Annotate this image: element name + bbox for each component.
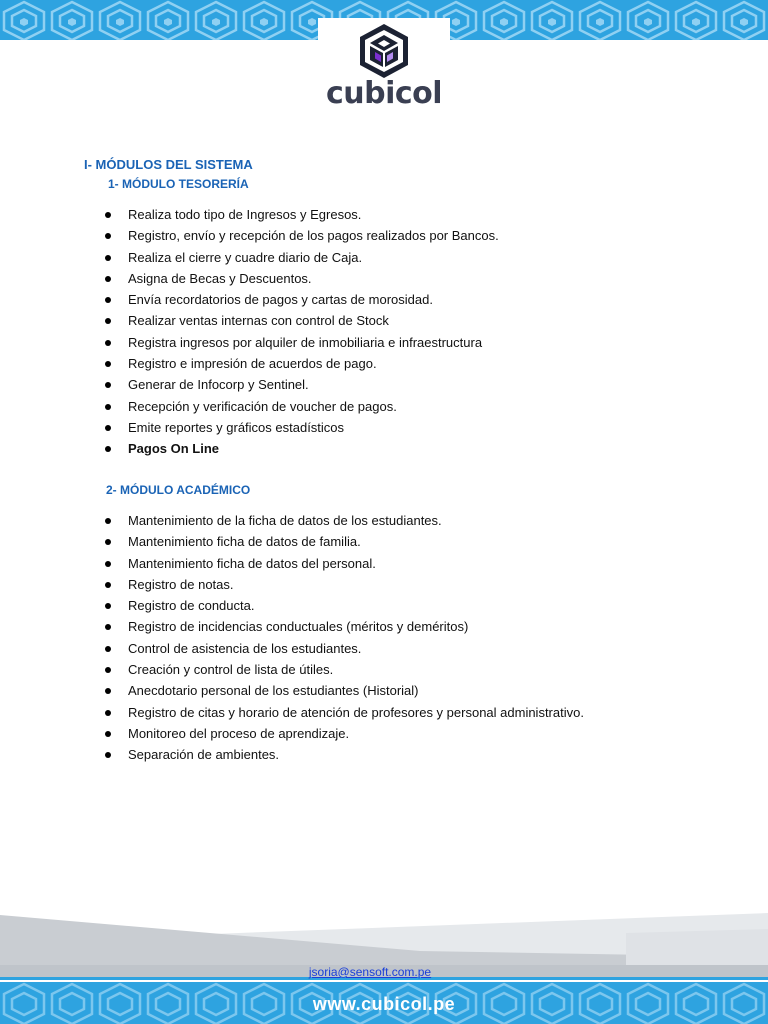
bullet-icon <box>105 340 111 346</box>
list-item-text: Registro e impresión de acuerdos de pago. <box>128 356 377 372</box>
bullet-icon <box>105 518 111 524</box>
bullet-icon <box>105 710 111 716</box>
list-item-text: Creación y control de lista de útiles. <box>128 662 334 678</box>
bullet-icon <box>105 603 111 609</box>
list-item-text: Realiza todo tipo de Ingresos y Egresos. <box>128 207 362 222</box>
module-title-academico: 2- MÓDULO ACADÉMICO <box>106 483 251 497</box>
list-item-text: Registro de incidencias conductuales (méritos y deméritos) <box>128 619 469 635</box>
logo-wordmark: cubicol <box>325 76 443 111</box>
bullet-icon <box>105 425 111 431</box>
bullet-icon <box>105 646 111 652</box>
list-item-text: Registro de conducta. <box>128 598 255 614</box>
list-item-text: Realiza el cierre y cuadre diario de Caja. <box>128 249 363 265</box>
footer-website-url[interactable]: www.cubicol.pe <box>312 994 456 1014</box>
list-item-text: Recepción y verificación de voucher de pagos. <box>128 398 397 414</box>
list-item-text: Mantenimiento ficha de datos de familia. <box>128 534 361 550</box>
bullet-icon <box>105 255 111 261</box>
list-item-text: Emite reportes y gráficos estadísticos <box>128 419 345 435</box>
list-item-text: Control de asistencia de los estudiantes. <box>128 640 362 656</box>
list-item-text: Separación de ambientes. <box>128 747 280 763</box>
bullet-icon <box>105 731 111 737</box>
bullet-icon <box>105 276 111 282</box>
footer-email-link[interactable]: jsoria@sensoft.com.pe <box>308 965 432 979</box>
bullet-icon <box>105 752 111 758</box>
list-item-text: Anecdotario personal de los estudiantes (Historial) <box>128 683 419 699</box>
bullet-icon <box>105 688 111 694</box>
bullet-icon <box>105 446 111 452</box>
bullet-icon <box>105 539 111 545</box>
bullet-icon <box>105 561 111 567</box>
list-item-text: Mantenimiento ficha de datos del personal. <box>128 555 376 571</box>
module-title-tesoreria: 1- MÓDULO TESORERÍA <box>108 177 249 191</box>
bullet-icon <box>105 233 111 239</box>
list-item-text: Monitoreo del proceso de aprendizaje. <box>128 725 350 741</box>
bullet-icon <box>105 212 111 218</box>
bullet-icon <box>105 361 111 367</box>
list-item-text: Generar de Infocorp y Sentinel. <box>128 377 309 393</box>
section-title: I- MÓDULOS DEL SISTEMA <box>84 157 253 172</box>
bullet-icon <box>105 667 111 673</box>
bullet-icon <box>105 404 111 410</box>
bullet-icon <box>105 582 111 588</box>
cube-logo-icon <box>356 22 412 80</box>
list-item-text: Envía recordatorios de pagos y cartas de morosidad. <box>128 292 433 308</box>
list-item-text: Registro de notas. <box>128 576 234 592</box>
bullet-icon <box>105 318 111 324</box>
list-item-text: Registra ingresos por alquiler de inmobiliaria e infraestructura <box>128 334 483 350</box>
bullet-icon <box>105 297 111 303</box>
list-item-text: Registro de citas y horario de atención de profesores y personal administrativo. <box>128 704 584 720</box>
bullet-icon <box>105 382 111 388</box>
list-item-text: Realizar ventas internas con control de Stock <box>128 313 389 329</box>
list-item-text: Asigna de Becas y Descuentos. <box>128 270 312 286</box>
list-item-text: Mantenimiento de la ficha de datos de los estudiantes. <box>128 513 442 528</box>
list-item-text: Registro, envío y recepción de los pagos realizados por Bancos. <box>128 228 499 244</box>
list-item-text: Pagos On Line <box>128 441 220 457</box>
bullet-icon <box>105 624 111 630</box>
logo <box>318 18 450 114</box>
